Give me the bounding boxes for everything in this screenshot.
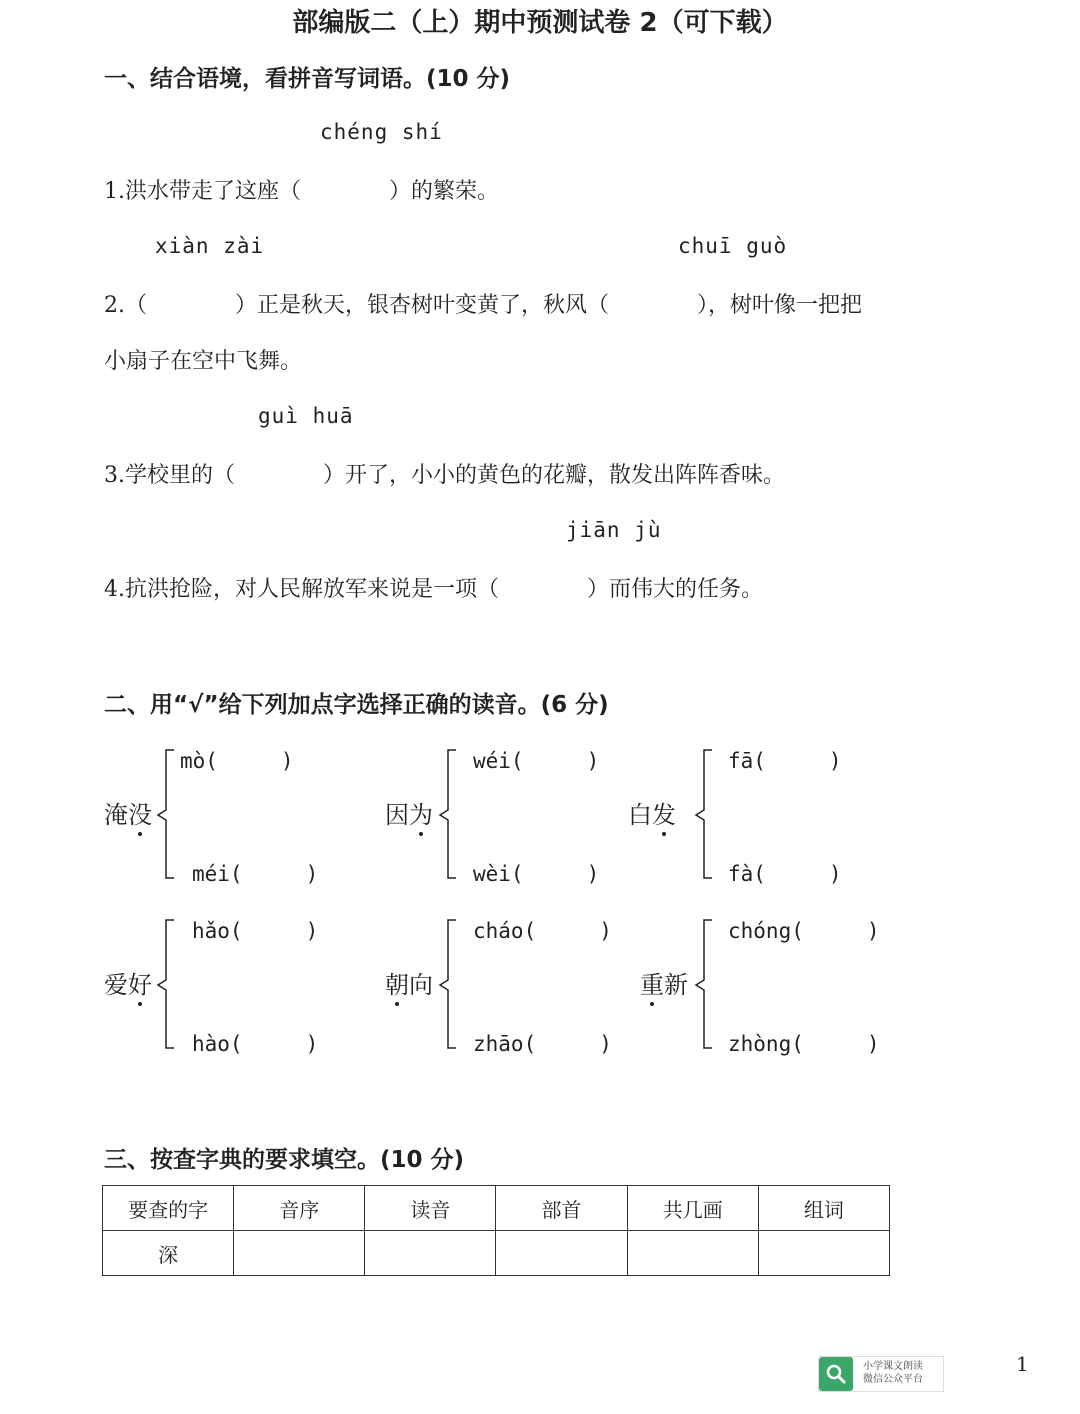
- brace-icon: [692, 748, 716, 882]
- reading-option-top-1: mò( ): [180, 749, 294, 773]
- table-header-cell: 共几画: [627, 1186, 758, 1231]
- word-char: 向: [409, 971, 433, 999]
- search-icon: [819, 1357, 853, 1391]
- q2-line1: 2.（ ）正是秋天，银杏树叶变黄了，秋风（ ），树叶像一把把: [104, 293, 862, 318]
- logo-text: [863, 1360, 923, 1386]
- q3-pinyin: guì huā: [258, 404, 354, 428]
- table-cell-blank: [234, 1231, 365, 1276]
- dotted-char: 为: [409, 795, 433, 830]
- reading-option-bottom-1: méi( ): [192, 862, 319, 886]
- q1-text: 1.洪水带走了这座（ ）的繁荣。: [104, 179, 499, 204]
- word-char: 新: [664, 971, 688, 999]
- reading-option-top-3: fā( ): [728, 749, 842, 773]
- table-header-cell: 读音: [365, 1186, 496, 1231]
- word-char: 因: [385, 801, 409, 829]
- table-header-cell: 要查的字: [103, 1186, 234, 1231]
- reading-option-bottom-2: wèi( ): [473, 862, 600, 886]
- dotted-char: 朝: [385, 965, 409, 1000]
- reading-word-6: [640, 965, 688, 1000]
- reading-option-bottom-6: zhòng( ): [728, 1032, 880, 1056]
- wechat-platform-logo: [818, 1356, 944, 1392]
- table-cell-blank: [496, 1231, 627, 1276]
- q2-pinyin-b: chuī guò: [678, 234, 788, 258]
- page-title: 部编版二（上）期中预测试卷 2（可下载）: [292, 8, 788, 38]
- reading-option-top-5: cháo( ): [473, 919, 612, 943]
- q3-text: 3.学校里的（ ）开了，小小的黄色的花瓣，散发出阵阵香味。: [104, 463, 785, 488]
- table-cell-blank: [758, 1231, 889, 1276]
- reading-word-5: [385, 965, 433, 1000]
- table-header-cell: 音序: [234, 1186, 365, 1231]
- logo-line-2: 微信公众平台: [863, 1374, 923, 1385]
- reading-option-top-2: wéi( ): [473, 749, 600, 773]
- reading-option-top-4: hǎo( ): [192, 919, 319, 943]
- dotted-char: 重: [640, 965, 664, 1000]
- table-header-cell: 组词: [758, 1186, 889, 1231]
- q2-line2: 小扇子在空中飞舞。: [104, 349, 303, 374]
- dictionary-table: [102, 1185, 890, 1276]
- table-cell-char: 深: [103, 1231, 234, 1276]
- dotted-char: 好: [128, 965, 152, 1000]
- brace-icon: [436, 918, 460, 1052]
- dotted-char: 没: [128, 795, 152, 830]
- brace-icon: [154, 748, 178, 882]
- reading-option-top-6: chóng( ): [728, 919, 880, 943]
- table-cell-blank: [627, 1231, 758, 1276]
- q4-pinyin: jiān jù: [566, 518, 662, 542]
- q4-text: 4.抗洪抢险，对人民解放军来说是一项（ ）而伟大的任务。: [104, 577, 763, 602]
- reading-option-bottom-3: fà( ): [728, 862, 842, 886]
- reading-option-bottom-5: zhāo( ): [473, 1032, 612, 1056]
- section2-heading: 二、用“√”给下列加点字选择正确的读音。(6 分): [104, 692, 609, 718]
- word-char: 淹: [104, 801, 128, 829]
- table-header-cell: 部首: [496, 1186, 627, 1231]
- q2-pinyin-a: xiàn zài: [155, 234, 265, 258]
- table-row: [103, 1231, 890, 1276]
- reading-word-2: [385, 795, 433, 830]
- table-header-row: [103, 1186, 890, 1231]
- reading-word-4: [104, 965, 152, 1000]
- word-char: 白: [628, 801, 652, 829]
- dotted-char: 发: [652, 795, 676, 830]
- logo-line-1: 小学课文朗读: [863, 1361, 923, 1372]
- brace-icon: [154, 918, 178, 1052]
- reading-word-1: [104, 795, 152, 830]
- table-cell-blank: [365, 1231, 496, 1276]
- q1-pinyin: chéng shí: [320, 120, 443, 144]
- section1-heading: 一、结合语境，看拼音写词语。(10 分): [104, 66, 511, 92]
- section3-heading: 三、按查字典的要求填空。(10 分): [104, 1147, 465, 1173]
- brace-icon: [692, 918, 716, 1052]
- brace-icon: [436, 748, 460, 882]
- reading-option-bottom-4: hào( ): [192, 1032, 319, 1056]
- page-number: 1: [1016, 1352, 1029, 1376]
- word-char: 爱: [104, 971, 128, 999]
- reading-word-3: [628, 795, 676, 830]
